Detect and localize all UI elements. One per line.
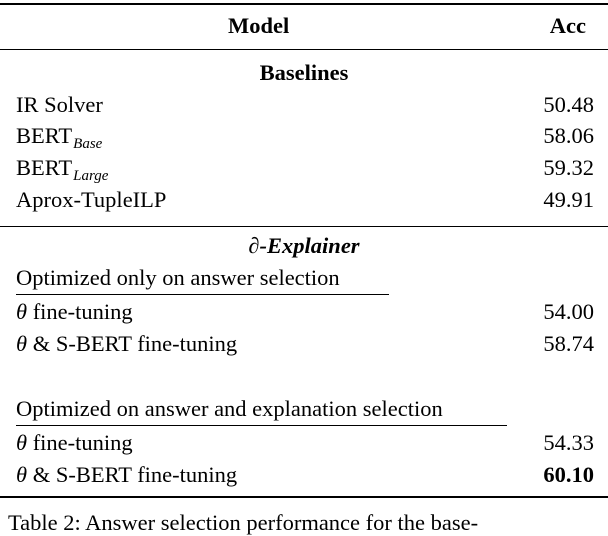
group2-underline [16,425,507,426]
table-row [0,296,608,328]
model-name: θ & S-BERT fine-tuning [16,331,238,356]
model-name: $BERT_{Base}$ [16,123,103,152]
header-model: Model [228,13,290,38]
model-subscript: Large [73,168,109,184]
table-row [0,120,608,152]
table-row [0,427,608,459]
header-row [0,10,608,42]
header-rule [0,49,608,50]
model-name: θ fine-tuning [16,299,133,324]
table-caption: Table 2: Answer selection performance for the base- [8,510,479,535]
model-name: θ & S-BERT fine-tuning [16,462,238,487]
model-name: $BERT_{Large}$ [16,155,109,184]
model-name: Aprox-TupleILP [16,187,167,212]
acc-value: 59.32 [543,155,594,180]
table-row [0,459,608,491]
group1-title: Optimized only on answer selection [16,265,340,290]
acc-value: 49.91 [543,187,594,212]
group1-underline [16,294,389,295]
acc-value: 54.00 [543,299,594,324]
acc-value: 54.33 [543,430,594,455]
table-row [0,89,608,121]
model-name: θ fine-tuning [16,430,133,455]
explainer-title: ∂-Explainer [248,233,360,258]
table-row [0,328,608,360]
group2-title: Optimized on answer and explanation selection [16,396,443,421]
acc-value-best: 60.10 [543,462,594,487]
top-rule [0,3,608,5]
header-acc: Acc [549,13,586,38]
baselines-title: Baselines [259,60,349,85]
model-name: IR Solver [16,92,103,117]
acc-value: 50.48 [543,92,594,117]
model-subscript: Base [73,136,103,152]
section-rule [0,226,608,227]
bottom-rule [0,496,608,498]
explainer-title-row [0,230,608,262]
table-row [0,152,608,184]
acc-value: 58.74 [543,331,594,356]
acc-value: 58.06 [543,123,594,148]
baselines-title-row [0,57,608,89]
table-row [0,184,608,216]
